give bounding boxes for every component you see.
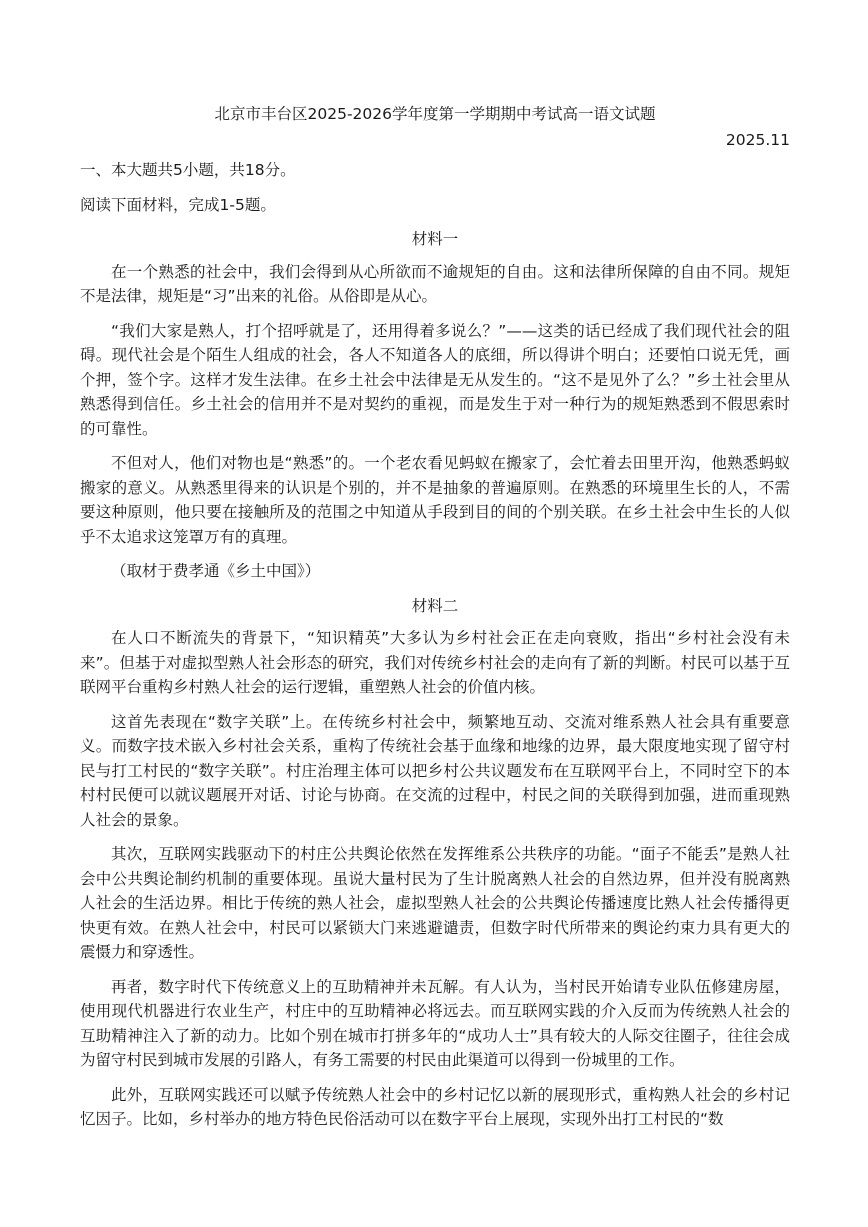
section-heading: 一、本大题共5小题，共18分。 — [80, 161, 296, 179]
paragraph: 在一个熟悉的社会中，我们会得到从心所欲而不逾规矩的自由。这和法律所保障的自由不同。规矩不是法律，规矩是“习”出来的礼俗。从俗即是从心。 — [80, 262, 790, 305]
material-one-title: 材料一 — [411, 230, 459, 248]
paragraph: “我们大家是熟人，打个招呼就是了，还用得着多说么？”——这类的话已经成了我们现代社会的阻碍。现代社会是个陌生人组成的社会，各人不知道各人的底细，所以得讲个明白；还要怕口说无凭，画个押，签个字。这样才发生法律。在乡土社会中法律是无从发生的。“这不是见外了么？”乡土社会里从熟悉得到信任。乡土社会的信用并不是对契约的重视，而是发生于对一种行为的规矩熟悉到不假思索时的可靠性。 — [80, 321, 790, 438]
material-one-source: （取材于费孝通《乡土中国》） — [111, 562, 321, 580]
paragraph: 在人口不断流失的背景下，“知识精英”大多认为乡村社会正在走向衰败，指出“乡村社会没有未来”。但基于对虚拟型熟人社会形态的研究，我们对传统乡村社会的走向有了新的判断。村民可以基于互联网平台重构乡村熟人社会的运行逻辑，重塑熟人社会的价值内核。 — [80, 629, 790, 696]
paragraph: 其次，互联网实践驱动下的村庄公共舆论依然在发挥维系公共秩序的功能。“面子不能丢”是熟人社会中公共舆论制约机制的重要体现。虽说大量村民为了生计脱离熟人社会的自然边界，但并没有脱离熟人社会的生活边界。相比于传统的熟人社会，虚拟型熟人社会的公共舆论传播速度比熟人社会传播得更快更有效。在熟人社会中，村民可以紧锁大门来逃避谴责，但数字时代所带来的舆论约束力具有更大的震慑力和穿透性。 — [80, 845, 790, 961]
material-two — [80, 594, 790, 1132]
reading-instruction: 阅读下面材料，完成1-5题。 — [80, 195, 276, 214]
exam-title: 北京市丰台区2025-2026学年度第一学期期中考试高一语文试题 — [214, 105, 656, 123]
paragraph: 此外，互联网实践还可以赋予传统熟人社会中的乡村记忆以新的展现形式，重构熟人社会的乡村记忆因子。比如，乡村举办的地方特色民俗活动可以在数字平台上展现，实现外出打工村民的“数 — [80, 1085, 790, 1128]
material-one — [80, 227, 790, 584]
paragraph: 这首先表现在“数字关联”上。在传统乡村社会中，频繁地互动、交流对维系熟人社会具有重要意义。而数字技术嵌入乡村社会关系，重构了传统社会基于血缘和地缘的边界，最大限度地实现了留守村民与打工村民的“数字关联”。村庄治理主体可以把乡村公共议题发布在互联网平台上，不同时空下的本村村民便可以就议题展开对话、讨论与协商。在交流的过程中，村民之间的关联得到加强，进而重现熟人社会的景象。 — [80, 712, 790, 829]
exam-date: 2025.11 — [725, 131, 790, 149]
paragraph: 不但对人，他们对物也是“熟悉”的。一个老农看见蚂蚁在搬家了，会忙着去田里开沟，他熟悉蚂蚁搬家的意义。从熟悉里得来的认识是个别的，并不是抽象的普遍原则。在熟悉的环境里生长的人，不需要这种原则，他只要在接触所及的范围之中知道从手段到目的间的个别关联。在乡土社会中生长的人似乎不太追求这笼罩万有的真理。 — [80, 454, 790, 546]
material-two-title: 材料二 — [411, 596, 459, 615]
paragraph: 再者，数字时代下传统意义上的互助精神并未瓦解。有人认为，当村民开始请专业队伍修建房屋，使用现代机器进行农业生产，村庄中的互助精神必将远去。而互联网实践的介入反而为传统熟人社会的互助精神注入了新的动力。比如个别在城市打拼多年的“成功人士”具有较大的人际交往圈子，往往会成为留守村民到城市发展的引路人，有务工需要的村民由此渠道可以得到一份城里的工作。 — [80, 977, 790, 1069]
exam-page — [80, 100, 790, 1142]
